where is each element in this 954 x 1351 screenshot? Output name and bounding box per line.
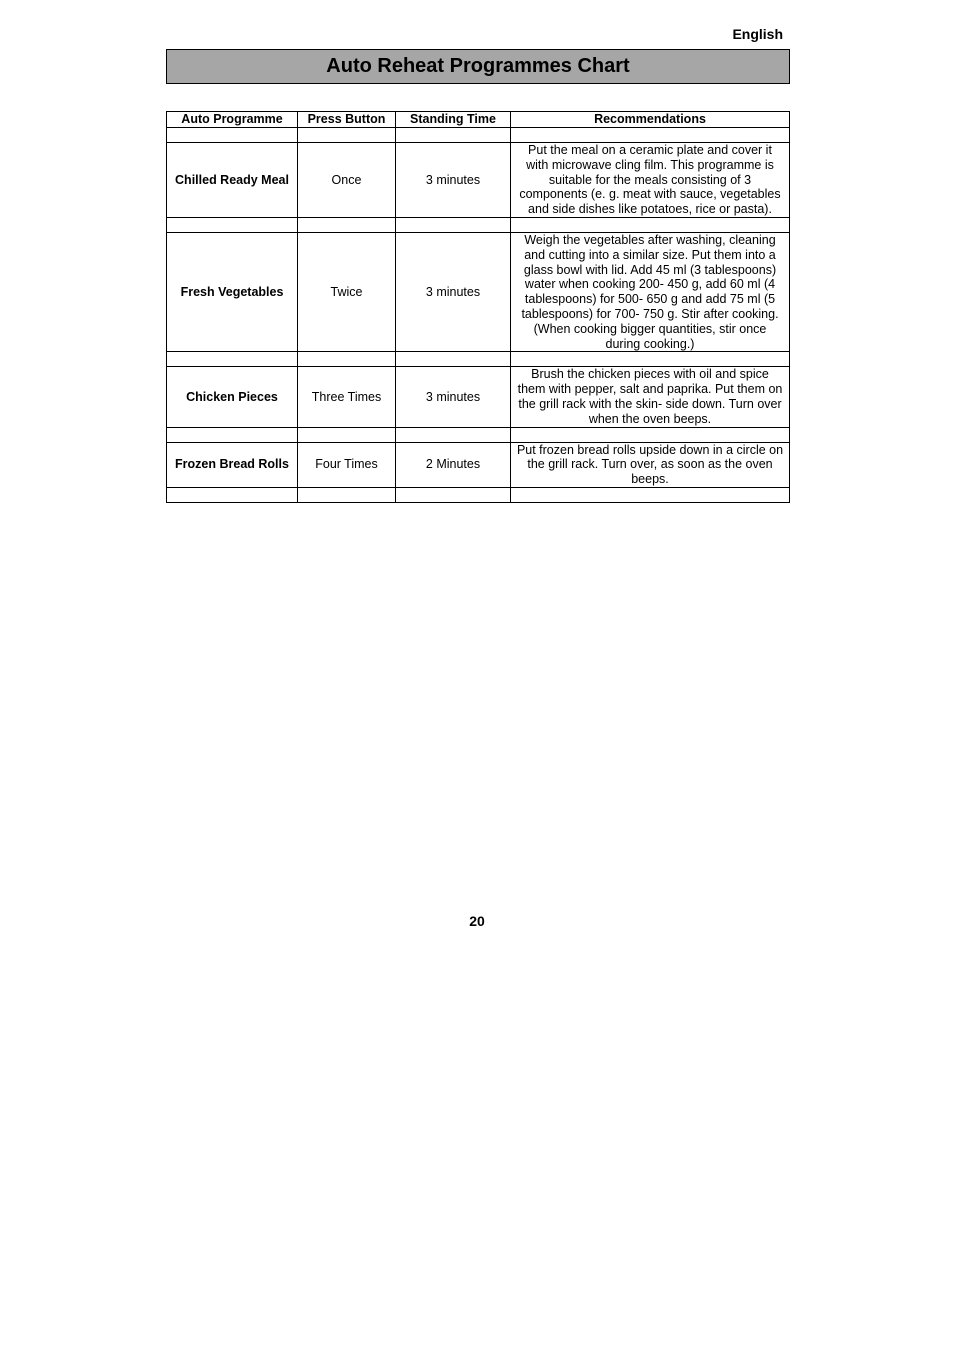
spacer-row xyxy=(167,487,790,502)
standing-time: 3 minutes xyxy=(396,232,511,351)
press-count: Twice xyxy=(298,232,396,351)
column-header: Recommendations xyxy=(511,112,790,128)
standing-time: 3 minutes xyxy=(396,143,511,218)
table-row xyxy=(167,232,790,351)
recommendation: Put the meal on a ceramic plate and cover it with microwave cling film. This programme is suitable for the meals consisting of 3 components (e. g. meat with sauce, vegetables and side dishes like potatoes, rice or pasta). xyxy=(511,143,790,218)
programme-name: Fresh Vegetables xyxy=(167,232,298,351)
programme-name: Chicken Pieces xyxy=(167,367,298,427)
table-row xyxy=(167,143,790,218)
language-label: English xyxy=(732,26,783,42)
spacer-row xyxy=(167,128,790,143)
recommendation: Weigh the vegetables after washing, cleaning and cutting into a similar size. Put them into a glass bowl with lid. Add 45 ml (3 tablespoons) water when cooking 200- 450 g, add 60 ml (4 tablespoons) for 500- 650 g and add 75 ml (5 tablespoons) for 700- 750 g. Stir after cooking. (When cooking bigger quantities, stir once during cooking.) xyxy=(511,232,790,351)
recommendation: Brush the chicken pieces with oil and spice them with pepper, salt and paprika. Put them on the grill rack with the skin- side down. Turn over when the oven beeps. xyxy=(511,367,790,427)
column-header: Standing Time xyxy=(396,112,511,128)
column-header: Press Button xyxy=(298,112,396,128)
press-count: Three Times xyxy=(298,367,396,427)
standing-time: 3 minutes xyxy=(396,367,511,427)
column-header: Auto Programme xyxy=(167,112,298,128)
page-number: 20 xyxy=(469,913,485,929)
programme-name: Frozen Bread Rolls xyxy=(167,442,298,487)
programmes-table xyxy=(166,111,790,503)
spacer-row xyxy=(167,217,790,232)
page-title: Auto Reheat Programmes Chart xyxy=(166,49,790,84)
recommendation: Put frozen bread rolls upside down in a circle on the grill rack. Turn over, as soon as the oven beeps. xyxy=(511,442,790,487)
table-row xyxy=(167,367,790,427)
table-row xyxy=(167,442,790,487)
spacer-row xyxy=(167,352,790,367)
standing-time: 2 Minutes xyxy=(396,442,511,487)
press-count: Once xyxy=(298,143,396,218)
table-header-row xyxy=(167,112,790,128)
spacer-row xyxy=(167,427,790,442)
press-count: Four Times xyxy=(298,442,396,487)
programme-name: Chilled Ready Meal xyxy=(167,143,298,218)
